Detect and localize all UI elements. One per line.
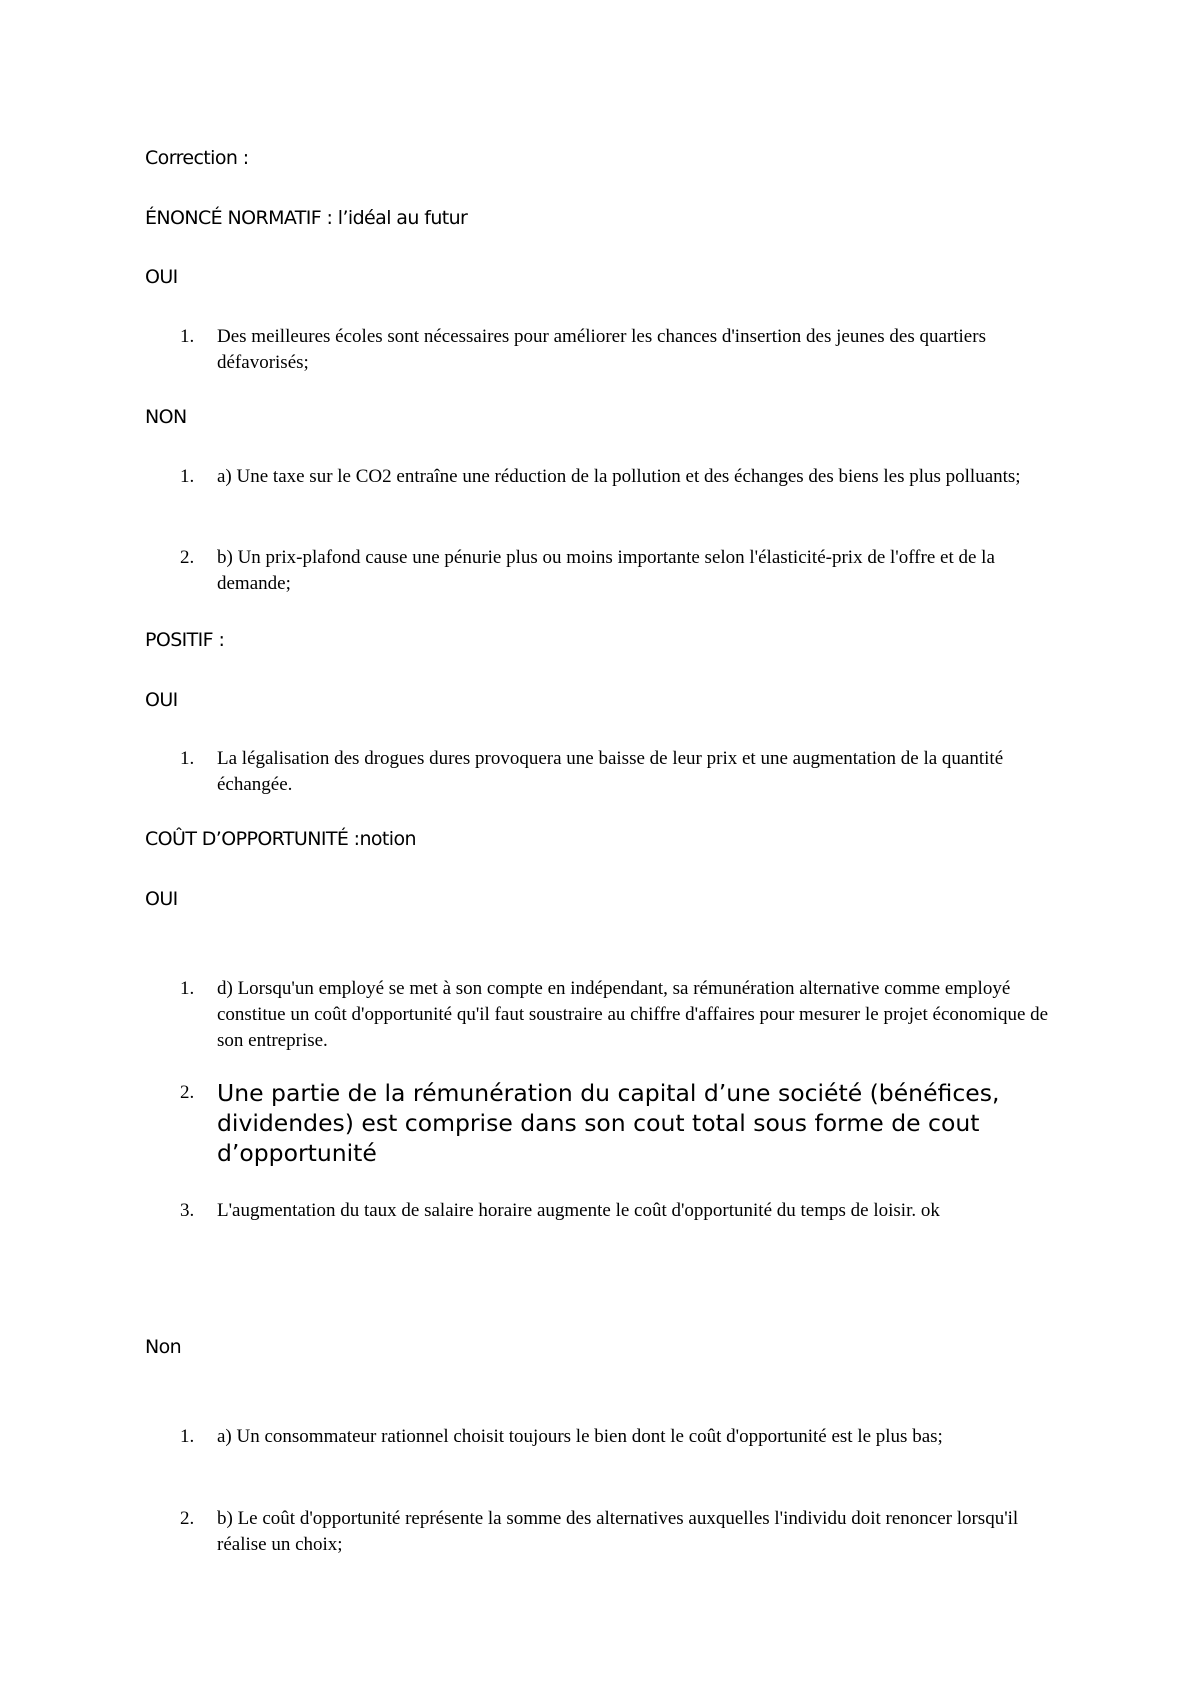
list-item <box>180 324 1080 376</box>
list-item <box>180 746 1080 798</box>
list-item-text: Une partie de la rémunération du capital d’une société (bénéfices, dividendes) est comprise dans son cout total sous forme de cout d’opportunité <box>217 1079 1000 1167</box>
list-item <box>180 1506 1080 1558</box>
subheading-cout-non: Non <box>145 1336 182 1358</box>
list-item-number: 1. <box>180 1426 195 1447</box>
list-item-number: 1. <box>180 326 195 347</box>
list-item <box>180 545 1080 597</box>
section-heading-normatif: ÉNONCÉ NORMATIF : l’idéal au futur <box>145 207 468 229</box>
list-item-text: b) Le coût d'opportunité représente la somme des alternatives auxquelles l'individu doit renoncer lorsqu'il réalise un choix; <box>217 1508 1019 1555</box>
document-title: Correction : <box>145 147 249 169</box>
subheading-normatif-oui: OUI <box>145 266 178 288</box>
list-item <box>180 464 1080 490</box>
list-item-number: 1. <box>180 978 195 999</box>
list-item-number: 2. <box>180 547 195 568</box>
subheading-cout-oui: OUI <box>145 888 178 910</box>
section-heading-cout-opportunite: COÛT D’OPPORTUNITÉ :notion <box>145 828 416 850</box>
list-item-text: b) Un prix-plafond cause une pénurie plus ou moins importante selon l'élasticité-prix de l'offre et de la demande; <box>217 547 995 594</box>
list-item-number: 1. <box>180 748 195 769</box>
subheading-normatif-non: NON <box>145 406 187 428</box>
list-item-text: a) Un consommateur rationnel choisit toujours le bien dont le coût d'opportunité est le plus bas; <box>217 1426 943 1447</box>
list-item-text: a) Une taxe sur le CO2 entraîne une réduction de la pollution et des échanges des biens les plus polluants; <box>217 466 1021 487</box>
list-item-number: 2. <box>180 1082 195 1103</box>
list-item <box>180 1078 1080 1168</box>
list-item-number: 2. <box>180 1508 195 1529</box>
list-item-text: La légalisation des drogues dures provoquera une baisse de leur prix et une augmentation de la quantité échangée. <box>217 748 1004 795</box>
subheading-positif-oui: OUI <box>145 689 178 711</box>
list-item <box>180 976 1080 1054</box>
list-item <box>180 1198 1080 1224</box>
list-item <box>180 1424 1080 1450</box>
list-item-number: 1. <box>180 466 195 487</box>
list-item-text: Des meilleures écoles sont nécessaires pour améliorer les chances d'insertion des jeunes des quartiers défavorisés; <box>217 326 986 373</box>
list-item-text: L'augmentation du taux de salaire horaire augmente le coût d'opportunité du temps de loisir. ok <box>217 1200 940 1221</box>
section-heading-positif: POSITIF : <box>145 629 225 651</box>
list-item-number: 3. <box>180 1200 195 1221</box>
list-item-text: d) Lorsqu'un employé se met à son compte en indépendant, sa rémunération alternative comme employé constitue un coût d'opportunité qu'il faut soustraire au chiffre d'affaires pour mesurer le projet économique de son entreprise. <box>217 978 1049 1051</box>
